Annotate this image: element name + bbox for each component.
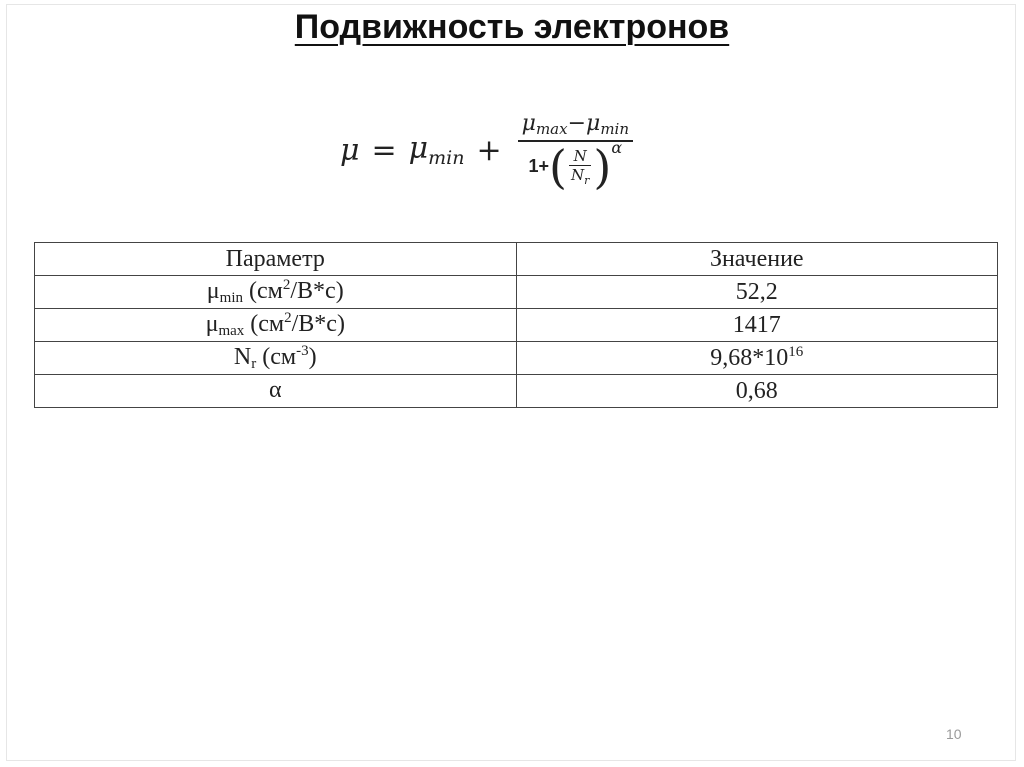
one-plus: 1+ <box>528 156 550 176</box>
param-cell: $\mu_{min}$ $(см^2/В*с)$ <box>35 276 517 309</box>
param-cell: α <box>35 375 517 408</box>
n-over-nr: $\frac{N}{N_r}$ <box>570 146 590 187</box>
formula-plus: + <box>476 132 502 168</box>
formula-fraction <box>518 110 633 194</box>
param-cell: $N_r$ $(см^{-3})$ <box>35 342 517 375</box>
table-header-row <box>35 243 998 276</box>
formula-lhs: μ <box>340 132 360 168</box>
alpha-exponent: α <box>611 137 623 157</box>
table-row <box>35 309 998 342</box>
right-paren: ) <box>593 139 612 194</box>
formula-equals: = <box>371 132 397 168</box>
value-cell: 52,2 <box>516 276 998 309</box>
value-cell: 0,68 <box>516 375 998 408</box>
formula-mu-min: $\mu_{min}$ <box>408 131 465 169</box>
param-cell: $\mu_{max}$ $(см^2/В*с)$ <box>35 309 517 342</box>
slide-title: Подвижность электронов <box>294 8 730 46</box>
header-value: Значение <box>516 243 998 276</box>
value-cell: 1417 <box>516 309 998 342</box>
fraction-denominator <box>528 137 623 194</box>
header-parameter: Параметр <box>35 243 517 276</box>
left-paren: ( <box>549 139 567 194</box>
fraction-numerator: μmax−μmin <box>521 110 630 138</box>
mobility-formula <box>340 105 633 195</box>
table-row <box>35 276 998 309</box>
value-cell: $9,68*10^{16}$ <box>516 342 998 375</box>
page-number: 10 <box>946 726 962 742</box>
table-row <box>35 342 998 375</box>
parameters-table <box>34 242 998 408</box>
table-row <box>35 375 998 408</box>
